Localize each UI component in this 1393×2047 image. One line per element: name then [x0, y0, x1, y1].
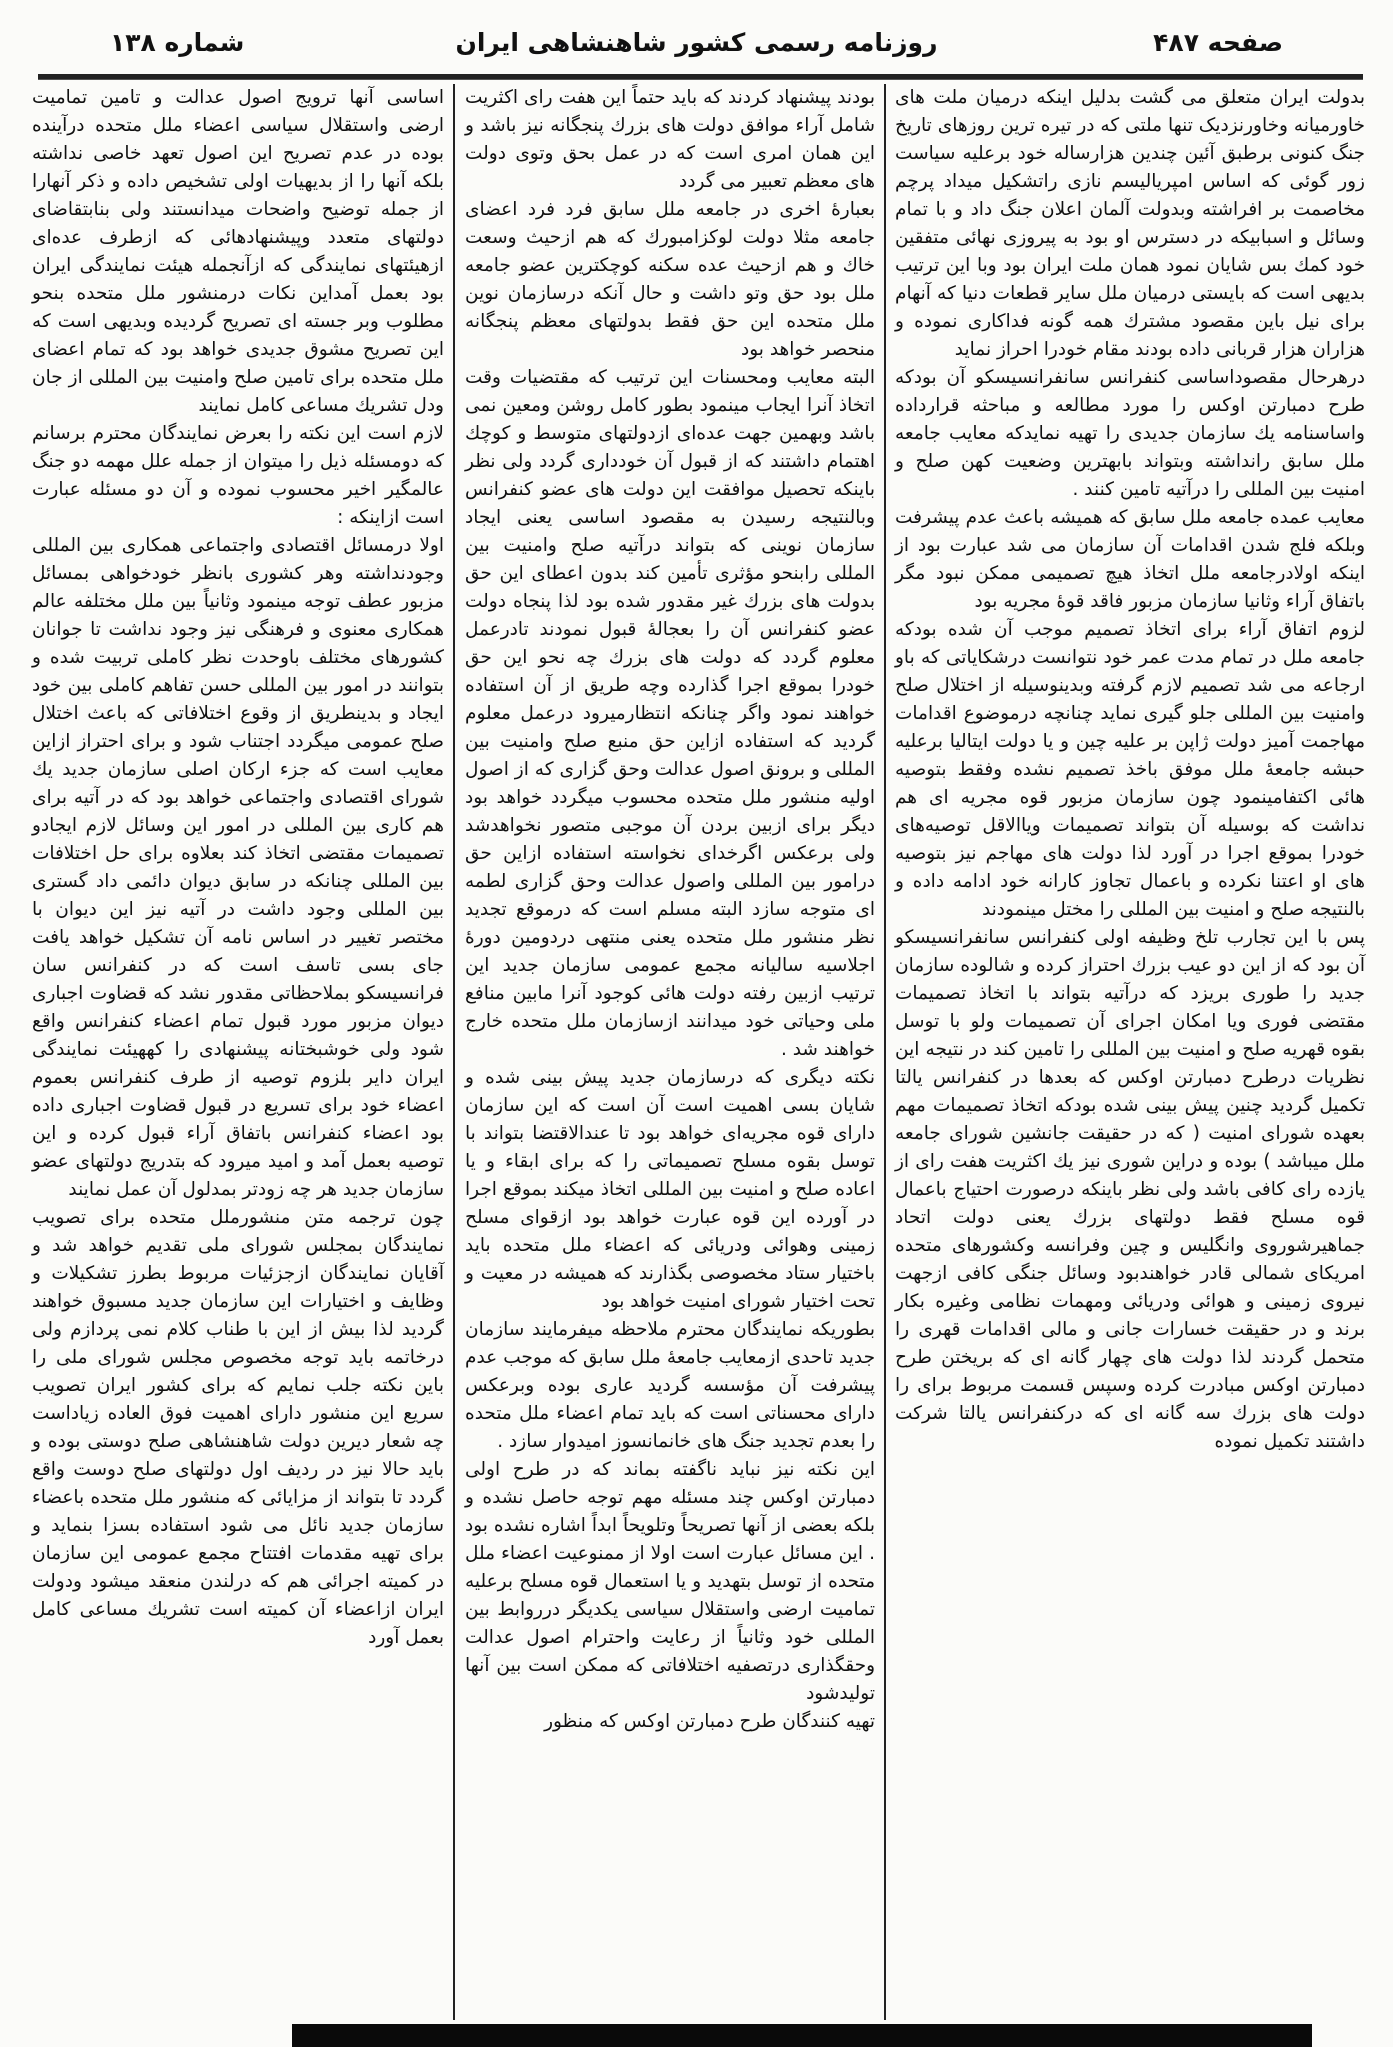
paragraph: البته معایب ومحسنات این ترتیب که مقتضیات وقت اتخاذ آنرا ایجاب مینمود بطور کامل روشن ومعین نمی باشد وبهمین جهت عده‌ای ازدولتهای متوسط و کوچك اهتمام داشتند که از قبول آن خودداری گردد ولی نظر باینکه تحصیل موافقت این دولت های عضو کنفرانس وبالنتیجه رسیدن به مقصود اساسی یعنی ایجاد سازمان نوینی که بتواند درآتیه صلح وامنیت بین المللی رابنحو مؤثری تأمین کند بدون اعطای این حق بدولت های بزرك غیر مقدور شده بود لذا پنجاه دولت عضو کنفرانس آن را بعجالهٔ قبول نمودند تادرعمل معلوم گردد که دولت های بزرك چه نحو این حق خودرا بموقع اجرا گذارده وچه طریق از آن استفاده خواهند نمود واگر چنانکه انتظارمیرود درعمل معلوم گردید که استفاده ازاین حق منبع صلح وامنیت بین المللی و برونق اصول عدالت وحق گزاری که از اصول اولیه منشور ملل متحده محسوب میگردد خواهد بود دیگر برای ازبین بردن آن موجبی متصور نخواهدشد ولی برعکس اگرخدای نخواسته استفاده ازاین حق درامور بین المللی واصول عدالت وحق گزاری لطمه ای متوجه سازد البته مسلم است که درموقع تجدید نظر منشور ملل متحده یعنی منتهی دردومین دورهٔ اجلاسیه سالیانه مجمع عمومی سازمان جدید این ترتیب ازبین رفته دولت هائی کوجود آنرا مابین منافع ملی وحیاتی خود میدانند ازسازمان ملل متحده خارج خواهند شد .: [465, 367, 875, 1060]
scan-artifact-band: [292, 2024, 1312, 2047]
paragraph: این نکته نیز نباید ناگفته بماند که در طرح اولی دمبارتن اوکس چند مسئله مهم توجه حاصل نشده و بلکه بعضی از آنها تصریحاً وتلویحاً ابداً اشاره نشده بود . این مسائل عبارت است اولا از ممنوعیت اعضاء ملل متحده از توسل بتهدید و یا استعمال قوه مسلح برعلیه تمامیت ارضی واستقلال سیاسی یکدیگر درروابط بین المللی خود وثانیاً از رعایت واحترام اصول عدالت وحقگذاری درتصفیه اختلافاتی که ممکن است بین آنها تولیدشود: [465, 1459, 875, 1704]
header-rule: [38, 74, 1363, 80]
column-middle: [465, 84, 875, 1736]
paragraph: تهیه کنندگان طرح دمبارتن اوکس که منظور: [544, 1711, 875, 1732]
paragraph: لزوم اتفاق آراء برای اتخاذ تصمیم موجب آن شده بودکه جامعه ملل در تمام مدت عمر خود نتوانست درشکایاتی که باو ارجاعه می شد تصمیم لازم گرفته وبدینوسیله از اختلال صلح وامنیت بین المللی جلو گیری نماید چنانچه درموضوع اقدامات مهاجمت آمیز دولت ژاپن بر علیه چین و یا دولت ایتالیا برعلیه حبشه جامعهٔ ملل موفق باخذ تصمیم نشده وفقط بتوصیه هائی اکتفامینمود چون سازمان مزبور قوه مجریه ای هم نداشت که بوسیله آن بتواند تصمیمات ویاالاقل توصیه‌های خودرا بموقع اجرا در آورد لذا دولت های مهاجم نیز بتوصیه های او اعتنا نکرده و باعمال تجاوز کارانه خود ادامه داده و بالنتیجه صلح و امنیت بین المللی را مختل مینمودند: [895, 619, 1365, 920]
column-divider: [884, 84, 886, 2020]
newspaper-title: روزنامه رسمی کشور شاهنشاهی ایران: [455, 28, 938, 57]
paragraph: پس با این تجارب تلخ وظیفه اولی کنفرانس سانفرانسیسکو آن بود که از این دو عیب بزرك احتراز کرده و شالوده سازمان جدید را طوری بریزد که درآتیه بتواند با اتخاذ تصمیمات مقتضی فوری ویا امکان اجرای آن تصمیمات ولو با توسل بقوه قهریه صلح و امنیت بین المللی را تامین کند در نتیجه این نظریات درطرح دمبارتن اوکس که بعدها در کنفرانس یالتا تکمیل گردید چنین پیش بینی شده بودکه اتخاذ تصمیمات مهم بعهده شورای امنیت ( که در حقیقت جانشین شورای جامعه ملل میباشد ) بوده و دراین شوری نیز یك اکثریت هفت رای از یازده رای کافی باشد ولی نظر باینکه درصورت احتیاج باعمال قوه مسلح فقط دولتهای بزرك یعنی دولت اتحاد جماهیرشوروی وانگلیس و چین وفرانسه وکشورهای متحده امریکای شمالی قادر خواهندبود وسائل جنگی کافی ازجهت نیروی زمینی و هوائی ودریائی ومهمات نظامی وغیره بکار برند و در حقیقت خسارات جانی و مالی اقدامات قهری را متحمل گردند لذا دولت های چهار گانه ای که بریختن طرح دمبارتن اوکس مبادرت کرده وسپس قسمت مربوط برای را دولت های بزرك سه گانه ای که درکنفرانس یالتا شرکت داشتند تکمیل نموده: [895, 927, 1365, 1452]
paragraph: نکته دیگری که درسازمان جدید پیش بینی شده و شایان بسی اهمیت است آن است که این سازمان دارای قوه مجریه‌ای خواهد بود تا عندالاقتضا بتواند با توسل بقوه مسلح تصمیماتی را که برای ابقاء و یا اعاده صلح و امنیت بین المللی اتخاذ میکند بموقع اجرا در آورده این قوه عبارت خواهد بود ازقوای مسلح زمینی وهوائی ودریائی که اعضاء ملل متحده باید باختیار ستاد مخصوصی بگذارند که همیشه در معیت و تحت اختیار شورای امنیت خواهد بود: [465, 1067, 875, 1312]
page-number: صفحه ۴۸۷: [1153, 28, 1283, 57]
column-left: [32, 84, 444, 1652]
paragraph: معایب عمده جامعه ملل سابق که همیشه باعث عدم پیشرفت وبلکه فلج شدن اقدامات آن سازمان می شد عبارت بود از اینکه اولادرجامعه ملل اتخاذ هیچ تصمیمی ممکن نبود مگر باتفاق آراء وثانیا سازمان مزبور فاقد قوهٔ مجریه بود: [895, 507, 1365, 612]
paragraph: بعبارهٔ اخری در جامعه ملل سابق فرد فرد اعضای جامعه مثلا دولت لوکزامبورك که هم ازحیث وسعت خاك و هم ازحیث عده سکنه کوچکترین عضو جامعه ملل بود حق وتو داشت و حال آنکه درسازمان نوین ملل متحده این حق فقط بدولتهای معظم پنجگانه منحصر خواهد بود: [465, 199, 875, 360]
paragraph: لازم است این نکته را بعرض نمایندگان محترم برسانم که دومسئله ذیل را میتوان از جمله علل مهمه دو جنگ عالمگیر اخیر محسوب نموده و آن دو مسئله عبارت است ازاینکه :: [32, 423, 444, 528]
paragraph: درهرحال مقصوداساسی کنفرانس سانفرانسیسکو آن بودکه طرح دمبارتن اوکس را مورد مطالعه و مباحثه قرارداده واساسنامه یك سازمان جدیدی را تهیه نمایدکه معایب جامعه ملل سابق رانداشته وبتواند بابهترین وضعیت کهن صلح و امنیت بین المللی را درآتیه تامین کنند .: [895, 367, 1365, 500]
paragraph: بطوریکه نمایندگان محترم ملاحظه میفرمایند سازمان جدید تاحدی ازمعایب جامعهٔ ملل سابق که موجب عدم پیشرفت آن مؤسسه گردید عاری بوده وبرعکس دارای محسناتی است که باید تمام اعضاء ملل متحده را بعدم تجدید جنگ های خانمانسوز امیدوار سازد .: [465, 1319, 875, 1452]
paragraph: بودند پیشنهاد کردند که باید حتماً این هفت رای اکثریت شامل آراء موافق دولت های بزرك پنجگانه نیز باشد و این همان امری است که در عمل بحق وتوی دولت های معظم تعبیر می گردد: [465, 87, 875, 192]
paragraph: اساسی آنها ترویج اصول عدالت و تامین تمامیت ارضی واستقلال سیاسی اعضاء ملل متحده درآینده بوده در عدم تصریح این اصول تعهد خاصی نداشته بلکه آنها را از بدیهیات اولی تشخیص داده و ذکر آنهارا از جمله توضیح واضحات میدانستند ولی بنابتقاضای دولتهای متعدد وپیشنهادهائی که ازطرف عده‌ای ازهیئتهای نمایندگی که ازآنجمله هیئت نمایندگی ایران بود بعمل آمداین نکات درمنشور ملل متحده بنحو مطلوب وبر جسته ای تصریح گردیده وبدیهی است که این تصریح مشوق جدیدی خواهد بود که تمام اعضای ملل متحده برای تامین صلح وامنیت بین المللی از جان ودل تشریك مساعی کامل نمایند: [32, 87, 444, 416]
column-right: [895, 84, 1365, 1456]
column-divider: [453, 84, 455, 2020]
paragraph: بدولت ایران متعلق می گشت بدلیل اینکه درمیان ملت های خاورمیانه وخاورنزدیک تنها ملتی که در تیره ترین روزهای تاریخ جنگ کنونی برطبق آئین چندین هزارساله خود برعلیه سیاست زور گوئی که اساس امپریالیسم نازی راتشکیل میداد پرچم مخاصمت بر افراشته وبدولت آلمان اعلان جنگ داد و با تمام وسائل و اسبابیکه در دسترس او بود به پیروزی نهائی متفقین خود کمك بس شایان نمود همان ملت ایران بود وبا این ترتیب بدیهی است که بایستی درمیان ملل سایر قطعات دنیا که آنهام برای نیل باین مقصود مشترك همه گونه فداکاری نموده و هزاران هزار قربانی داده بودند مقام خودرا احراز نماید: [895, 87, 1365, 360]
issue-number: شماره ۱۳۸: [110, 28, 245, 57]
paragraph: اولا درمسائل اقتصادی واجتماعی همکاری بین المللی وجودنداشته وهر کشوری بانظر خودخواهی بمسائل مزبور عطف توجه مینمود وثانیاً بین ملل مختلفه عالم همکاری معنوی و فرهنگی نیز وجود نداشت تا جوانان کشورهای مختلف باوحدت نظر کاملی تربیت شده و بتوانند در امور بین المللی حسن تفاهم کاملی بین خود ایجاد و بدینطریق از وقوع اختلافاتی که باعث اختلال صلح عمومی میگردد اجتناب شود و برای احتراز ازاین معایب است که جزء ارکان اصلی سازمان جدید یك شورای اقتصادی واجتماعی خواهد بود که در آتیه برای هم کاری بین المللی در امور این وسائل لازم ایجادو تصمیمات مقتضی اتخاذ کند بعلاوه برای حل اختلافات بین المللی چنانکه در سابق دیوان دائمی داد گستری بین المللی وجود داشت در آتیه نیز این دیوان با مختصر تغییر در اساس نامه آن تشکیل خواهد یافت جای بسی تاسف است که در کنفرانس سان فرانسیسکو بملاحظاتی مقدور نشد که قضاوت اجباری دیوان مزبور مورد قبول تمام اعضاء کنفرانس واقع شود ولی خوشبختانه پیشنهادی را کههیئت نمایندگی ایران دایر بلزوم توصیه از طرف کنفرانس بعموم اعضاء خود برای تسریع در قبول قضاوت اجباری داده بود اعضاء کنفرانس باتفاق آراء قبول کرده و این توصیه بعمل آمد و امید میرود که بتدریج دولتهای عضو سازمان جدید هر چه زودتر بمدلول آن عمل نمایند: [32, 535, 444, 1200]
paragraph: چون ترجمه متن منشورملل متحده برای تصویب نمایندگان بمجلس شورای ملی تقدیم خواهد شد و آقایان نمایندگان ازجزئیات مربوط بطرز تشکیلات و وظایف و اختیارات این سازمان جدید مسبوق خواهند گردید لذا بیش از این با طناب کلام نمی پردازم ولی درخاتمه باید توجه مخصوص مجلس شورای ملی را باین نکته جلب نمایم که برای کشور ایران تصویب سریع این منشور دارای اهمیت فوق العاده زیاداست چه شعار دیرین دولت شاهنشاهی صلح دوستی بوده و باید حالا نیز در ردیف اول دولتهای صلح دوست واقع گردد تا بتواند از مزایائی که منشور ملل متحده باعضاء سازمان جدید نائل می شود استفاده بسزا بنماید و برای تهیه مقدمات افتتاح مجمع عمومی این سازمان در کمیته اجرائی هم که درلندن منعقد میشود ودولت ایران ازاعضاء آن کمیته است تشریك مساعی کامل بعمل آورد: [32, 1207, 444, 1648]
